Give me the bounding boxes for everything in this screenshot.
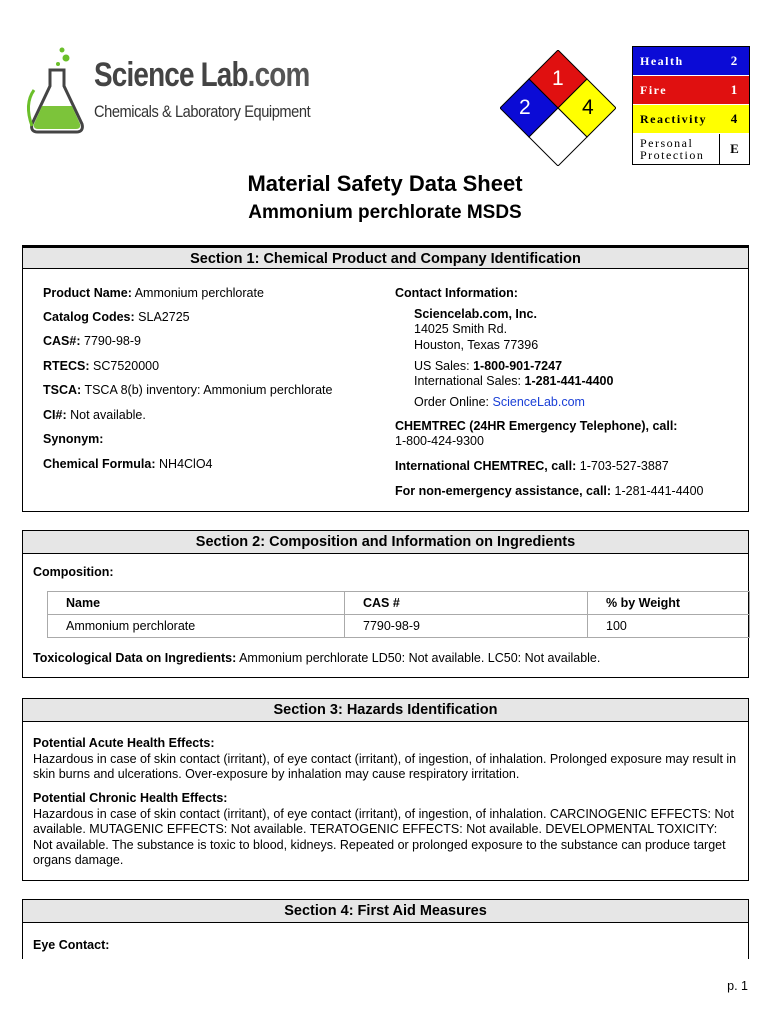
ci-field: CI#: Not available. <box>43 408 146 422</box>
hazard-row-fire: Fire 1 <box>633 76 749 105</box>
flask-icon <box>20 46 92 136</box>
product-name-field: Product Name: Ammonium perchlorate <box>43 286 264 300</box>
hazard-row-personal-protection: Personal Protection E <box>633 134 749 164</box>
composition-table <box>47 591 750 638</box>
section-1 <box>22 245 749 512</box>
nfpa-fire-value: 1 <box>552 67 564 90</box>
table-row: Ammonium perchlorate 7790-98-9 100 <box>48 615 750 638</box>
chronic-health-effects: Potential Chronic Health Effects: Hazardous in case of skin contact (irritant), of eye contact (irritant), of ingestion, of inhalation. CARCINOGENIC EFFECTS: Not available. MUTAGENIC EFFECTS: Not available. TERATOGENIC EFFECTS: Not available. DEVELOPMENTAL TOXICITY: Not available. The substance is toxic to blood, kidneys. Repeated or prolonged exposure to the substance can produce target organs damage. <box>33 791 734 867</box>
intl-sales-field: International Sales: 1-281-441-4400 <box>414 374 614 388</box>
page-title: Material Safety Data Sheet <box>247 171 523 196</box>
composition-label: Composition: <box>33 565 114 579</box>
address-line-2: Houston, Texas 77396 <box>414 338 539 352</box>
nfpa-health-value: 2 <box>519 96 531 119</box>
section-2-heading: Section 2: Composition and Information on Ingredients <box>23 531 748 554</box>
page-subtitle: Ammonium perchlorate MSDS <box>248 202 522 223</box>
section-3-heading: Section 3: Hazards Identification <box>23 699 748 722</box>
catalog-codes-field: Catalog Codes: SLA2725 <box>43 310 190 324</box>
us-sales-field: US Sales: 1-800-901-7247 <box>414 359 563 373</box>
section-1-heading: Section 1: Chemical Product and Company Identification <box>23 246 748 269</box>
contact-info-label: Contact Information: <box>395 286 518 300</box>
non-emergency-field: For non-emergency assistance, call: 1-281-441-4400 <box>395 484 704 498</box>
section-4-heading: Section 4: First Aid Measures <box>23 900 748 923</box>
address-line-1: 14025 Smith Rd. <box>414 322 508 336</box>
toxicological-data: Toxicological Data on Ingredients: Ammonium perchlorate LD50: Not available. LC50: Not available. <box>33 651 601 665</box>
company-name: Sciencelab.com, Inc. <box>414 307 537 321</box>
nfpa-reactivity-value: 4 <box>582 96 594 119</box>
eye-contact-label: Eye Contact: <box>33 938 110 952</box>
chemical-formula-field: Chemical Formula: NH4ClO4 <box>43 457 213 471</box>
page-number: p. 1 <box>727 979 748 993</box>
hazard-row-reactivity: Reactivity 4 <box>633 105 749 134</box>
nfpa-diamond <box>500 50 616 166</box>
section-4 <box>22 899 749 959</box>
chemtrec-phone: 1-800-424-9300 <box>395 434 484 448</box>
logo-subtitle: Chemicals & Laboratory Equipment <box>94 102 311 121</box>
table-header-row: Name CAS # % by Weight <box>48 592 750 615</box>
order-online-link[interactable]: ScienceLab.com <box>492 395 585 409</box>
order-online-field: Order Online: ScienceLab.com <box>414 395 585 409</box>
intl-chemtrec-field: International CHEMTREC, call: 1-703-527-3887 <box>395 459 669 473</box>
chemtrec-label: CHEMTREC (24HR Emergency Telephone), call: <box>395 419 678 433</box>
section-3 <box>22 698 749 881</box>
hazard-rating-table <box>632 46 750 165</box>
tsca-field: TSCA: TSCA 8(b) inventory: Ammonium perchlorate <box>43 383 333 397</box>
hazard-row-health: Health 2 <box>633 47 749 76</box>
synonym-field: Synonym: <box>43 432 104 446</box>
logo-name: Science Lab.com <box>94 56 310 94</box>
sciencelab-logo <box>20 46 310 136</box>
section-2 <box>22 530 749 678</box>
acute-health-effects: Potential Acute Health Effects: Hazardous in case of skin contact (irritant), of eye contact (irritant), of ingestion, of inhalation. Prolonged exposure may result in skin burns and ulcerations. Over-exposure by inhalation may cause respiratory irritation. <box>33 736 737 781</box>
rtecs-field: RTECS: SC7520000 <box>43 359 160 373</box>
cas-field: CAS#: 7790-98-9 <box>43 334 141 348</box>
